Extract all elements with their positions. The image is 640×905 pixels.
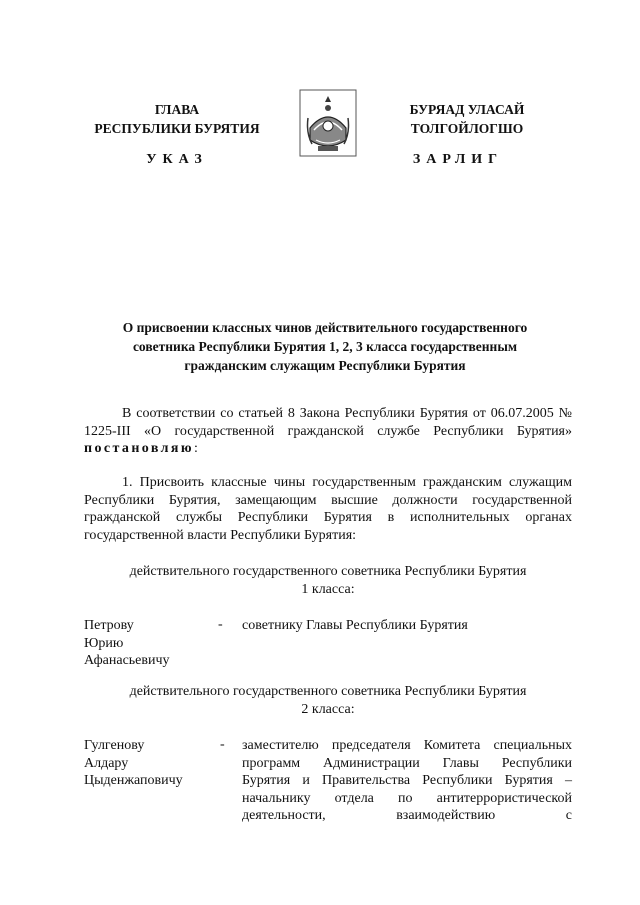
person1-name — [84, 617, 214, 670]
rank2-heading — [84, 683, 572, 718]
header-right-line1: БУРЯАД УЛАСАЙ — [409, 102, 525, 117]
item1-paragraph: 1. Присвоить классные чины государственным гражданским служащим Республики Бурятия, замещающим высшие должности государственной гражданской службы Республики Бурятия в исполнительных органах государственной власти Республики Бурятия: — [84, 475, 572, 543]
rank1-line2: 1 класса: — [301, 581, 355, 597]
header-left-line1: ГЛАВА — [154, 102, 200, 117]
person2-patronymic: Цыденжаповичу — [84, 773, 183, 788]
rank2-line2: 2 класса: — [301, 701, 355, 717]
person1-position: советнику Главы Республики Бурятия — [242, 618, 468, 633]
person2-dash: - — [220, 737, 225, 752]
title-line1: О присвоении классных чинов действительного государственного — [122, 320, 528, 335]
person2-surname: Гулгенову — [84, 738, 145, 753]
preamble-keyword: постановляю — [84, 441, 194, 456]
header-right-line2: ТОЛГОЙЛОГШО — [410, 121, 524, 136]
document-title — [90, 318, 560, 375]
person2-position-line5: деятельности, взаимодействию с — [242, 808, 572, 823]
person2-first-name: Алдару — [84, 755, 129, 771]
person2-position — [242, 737, 572, 825]
rank1-line1: действительного государственного советника Республики Бурятия — [129, 564, 527, 579]
preamble-colon: : — [193, 441, 198, 456]
person2-position-line1: заместителю председателя Комитета специальных — [242, 738, 572, 753]
header-left — [82, 100, 272, 138]
person2-position-line3: Бурятия и Правительства Республики Бурятия – — [242, 773, 572, 788]
header-left-line2: РЕСПУБЛИКИ БУРЯТИЯ — [94, 121, 260, 136]
decree-label-bua: ЗАРЛИГ — [412, 152, 504, 167]
person2-position-line4: начальнику отдела по антитеррористической — [242, 790, 572, 806]
title-line2: советника Республики Бурятия 1, 2, 3 класса государственным — [132, 339, 518, 354]
rank1-heading — [84, 563, 572, 598]
person2-name — [84, 737, 214, 790]
person1-first-name: Юрию — [84, 635, 124, 651]
person1-patronymic: Афанасьевичу — [84, 653, 170, 668]
rank2-line1: действительного государственного советника Республики Бурятия — [129, 684, 527, 699]
title-line3: гражданским служащим Республики Бурятия — [184, 358, 466, 373]
person2-position-line2: программ Администрации Главы Республики — [242, 755, 572, 771]
header-right — [392, 100, 542, 138]
preamble-text: В соответствии со статьей 8 Закона Республики Бурятия от 06.07.2005 № 1225-III «О государственной гражданской службе Республики Бурятия» — [84, 406, 572, 439]
preamble-paragraph — [84, 405, 572, 458]
person1-surname: Петрову — [84, 618, 134, 633]
coat-of-arms-icon — [298, 88, 358, 158]
person1-dash: - — [218, 617, 223, 632]
decree-label-ru: УКАЗ — [146, 152, 208, 167]
